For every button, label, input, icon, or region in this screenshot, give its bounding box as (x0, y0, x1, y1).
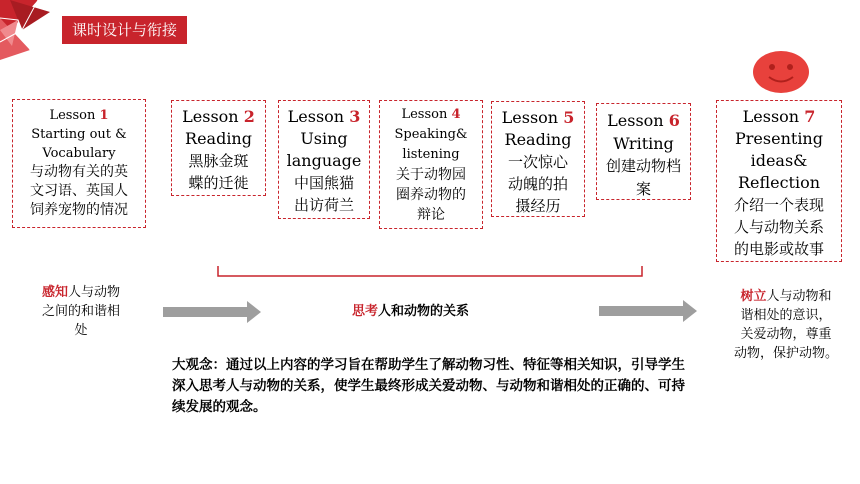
lesson-5-desc-line-1: 一次惊心 (507, 153, 568, 171)
lesson-4-desc-line-1: 关于动物园 (396, 167, 466, 183)
lesson-7-topic-line-1: Presenting (735, 129, 823, 148)
big-idea-summary: 大观念：通过以上内容的学习旨在帮助学生了解动物习性、特征等相关知识，引导学生深入思考人与动物的关系，使学生最终形成关爱动物、与动物和谐相处的正确的、可持续发展的观念。 (172, 357, 685, 415)
lesson-7-card (716, 100, 842, 262)
lesson-1-desc-line-2: 文习语、英国人 (30, 183, 128, 199)
lesson-4-title: Lesson 4 (401, 107, 461, 122)
smiley-face-icon (752, 50, 810, 94)
corner-decoration (0, 0, 60, 60)
lesson-7-desc-line-1: 介绍一个表现 (733, 196, 824, 214)
arrow-right-icon (163, 301, 261, 323)
page-title: 课时设计与衔接 (62, 16, 187, 44)
lesson-5-desc-line-3: 摄经历 (515, 197, 561, 215)
lesson-1-desc-line-3: 饲养宠物的情况 (30, 202, 128, 218)
lesson-3-topic-line-2: language (286, 151, 362, 170)
establish-text: 树立人与动物和 谐相处的意识， 关爱动物，尊重 动物，保护动物。 (733, 289, 838, 361)
lesson-2-title: Lesson 2 (182, 107, 255, 126)
lesson-3-card (278, 100, 370, 219)
lesson-2-topic-line-1: Reading (185, 129, 252, 148)
think-text: 思考人和动物的关系 (352, 304, 470, 319)
lesson-4-desc-line-3: 辩论 (417, 207, 445, 223)
lesson-1-topic-line-2: Vocabulary (42, 146, 116, 161)
lesson-4-card (379, 100, 483, 229)
lesson-2-card (171, 100, 266, 196)
lesson-4-desc-line-2: 圈养动物的 (396, 187, 466, 203)
lesson-2-desc-line-2: 蝶的迁徙 (188, 174, 249, 192)
lesson-3-title: Lesson 3 (287, 107, 361, 126)
lesson-3-topic-line-1: Using (300, 129, 348, 148)
lesson-3-desc-line-2: 出访荷兰 (293, 196, 354, 214)
arrow-right-icon (599, 300, 697, 322)
lesson-7-topic-line-2: ideas& (750, 151, 808, 170)
lesson-5-card (491, 101, 585, 217)
lesson-6-card (596, 103, 691, 200)
lesson-6-title: Lesson 6 (607, 111, 680, 130)
lesson-1-card (12, 99, 146, 228)
lessons-2-6-bracket (217, 266, 643, 278)
lesson-6-desc-line-2: 案 (635, 180, 651, 198)
lesson-2-desc-line-1: 黑脉金斑 (188, 152, 249, 170)
lesson-6-topic-line-1: Writing (613, 134, 674, 153)
lesson-1-title: Lesson 1 (49, 108, 109, 123)
lesson-4-topic-line-2: listening (402, 147, 460, 162)
perceive-text: 感知人与动物 之间的和谐相 处 (41, 285, 121, 338)
lesson-7-topic-line-3: Reflection (737, 173, 821, 192)
lesson-6-desc-line-1: 创建动物档 (605, 157, 681, 175)
lesson-5-topic-line-1: Reading (504, 130, 572, 149)
lesson-7-desc-line-2: 人与动物关系 (733, 218, 824, 236)
lesson-7-title: Lesson 7 (742, 107, 816, 126)
lesson-5-title: Lesson 5 (501, 108, 575, 127)
lesson-4-topic-line-1: Speaking& (394, 127, 468, 142)
lesson-3-desc-line-1: 中国熊猫 (293, 174, 354, 192)
lesson-7-desc-line-3: 的电影或故事 (733, 240, 824, 258)
lesson-1-desc-line-1: 与动物有关的英 (30, 164, 128, 180)
lesson-5-desc-line-2: 动魄的拍 (507, 175, 568, 193)
lesson-1-topic-line-1: Starting out & (31, 127, 127, 142)
